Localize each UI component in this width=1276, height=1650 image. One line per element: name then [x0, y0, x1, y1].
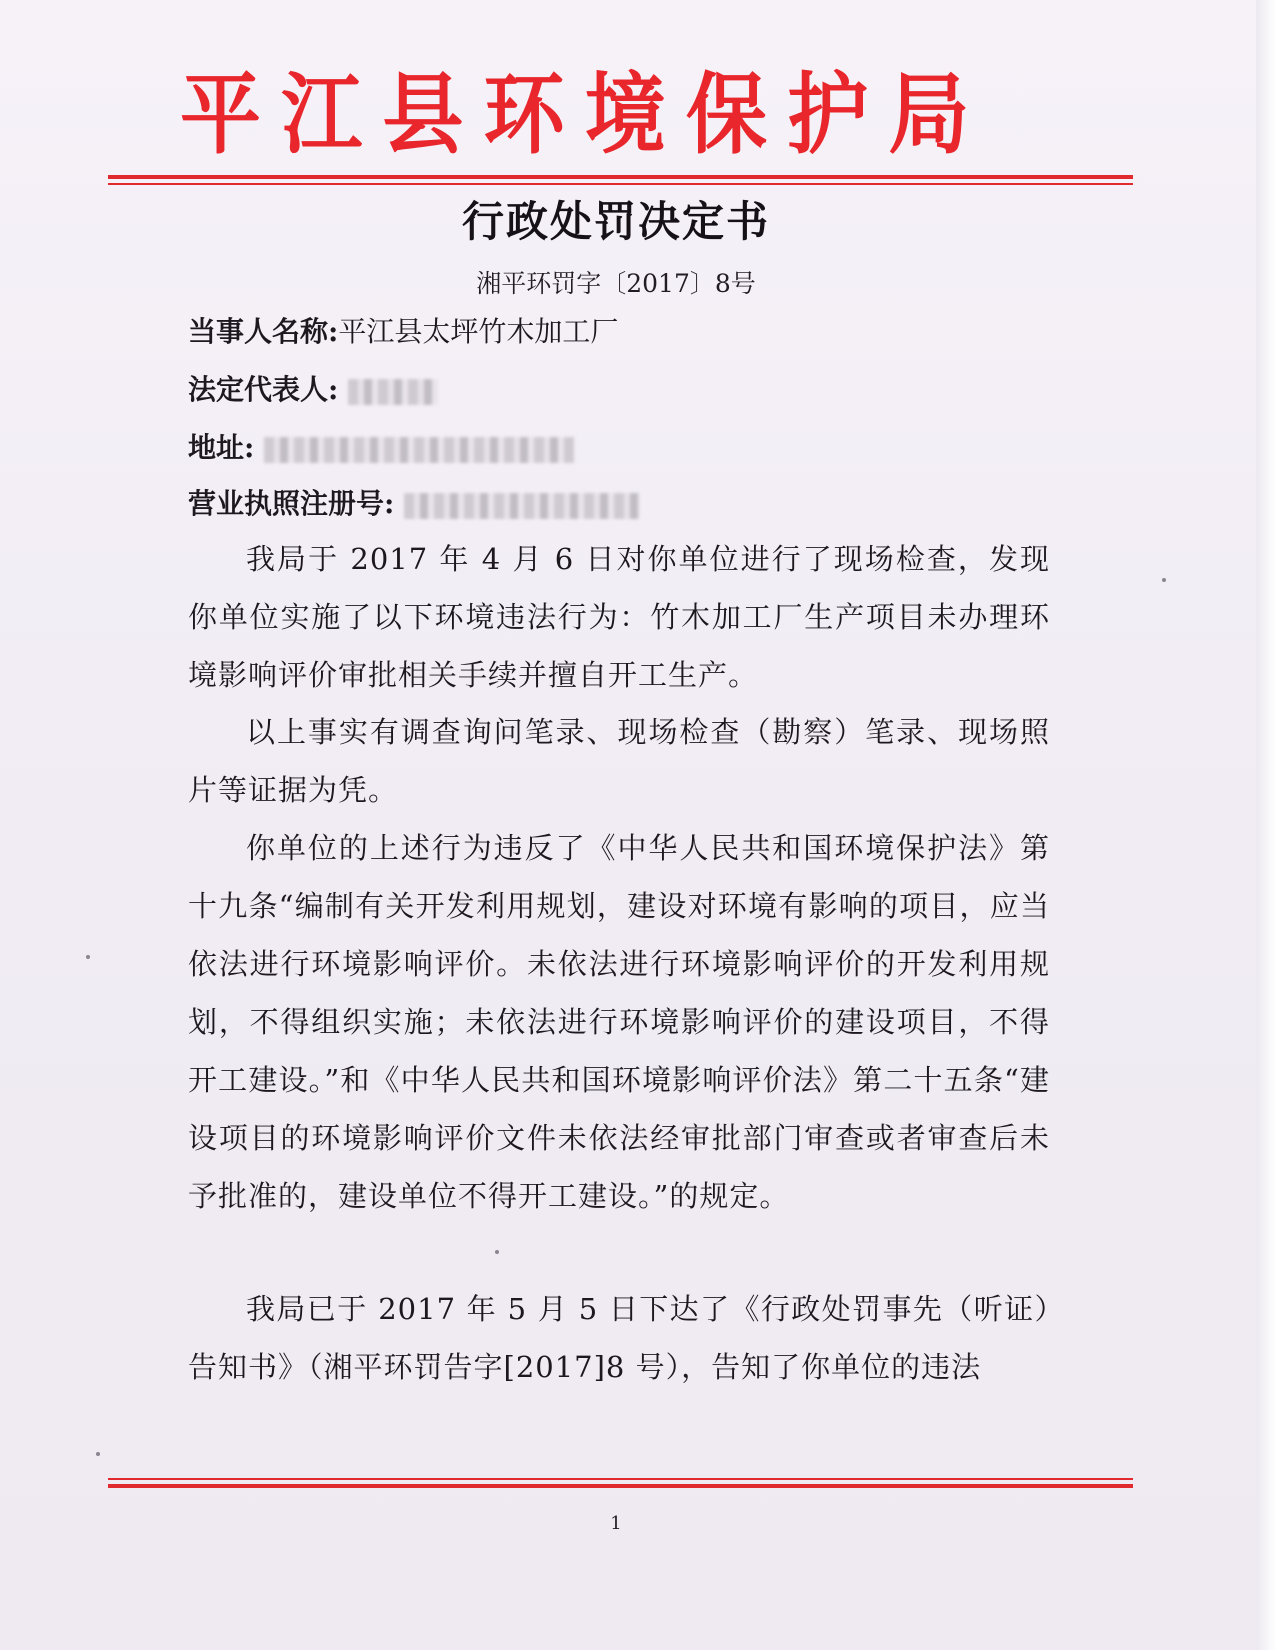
- scan-speck: [96, 1452, 100, 1456]
- body-paragraph-1: 我局于 2017 年 4 月 6 日对你单位进行了现场检查，发现你单位实施了以下环境违法行为：竹木加工厂生产项目未办理环境影响评价审批相关手续并擅自开工生产。: [188, 542, 1050, 692]
- license-field: [188, 484, 640, 524]
- redacted-address: [264, 437, 574, 463]
- body-paragraph-2: 以上事实有调查询问笔录、现场检查（勘察）笔录、现场照片等证据为凭。: [188, 715, 1050, 807]
- party-name-label: 当事人名称:: [188, 315, 339, 348]
- red-rule-top-thin: [108, 183, 1133, 185]
- red-rule-bottom-thick: [108, 1484, 1133, 1488]
- red-rule-top-thick: [108, 175, 1133, 179]
- redacted-legal-rep: [348, 379, 438, 405]
- agency-letterhead: 平江县环境保护局: [180, 62, 990, 166]
- document-number: 湘平环罚字〔2017〕8号: [476, 269, 756, 298]
- scan-edge: [1256, 0, 1276, 1650]
- scan-speck: [1162, 578, 1166, 582]
- party-name-field: [188, 312, 618, 352]
- scan-speck: [86, 955, 90, 959]
- legal-rep-label: 法定代表人:: [188, 373, 339, 406]
- document-title: 行政处罚决定书: [461, 197, 770, 246]
- party-name-value: 平江县太坪竹木加工厂: [338, 315, 619, 348]
- page-number: 1: [610, 1513, 622, 1534]
- license-label: 营业执照注册号:: [188, 487, 395, 520]
- scan-speck: [495, 1250, 499, 1254]
- body-paragraph-4: 我局已于 2017 年 5 月 5 日下达了《行政处罚事先（听证）告知书》（湘平环罚告字[2017]8 号），告知了你单位的违法: [188, 1292, 1050, 1384]
- address-label: 地址:: [188, 431, 255, 464]
- legal-rep-field: [188, 370, 438, 410]
- body-paragraph-3: 你单位的上述行为违反了《中华人民共和国环境保护法》第十九条“编制有关开发利用规划，建设对环境有影响的项目，应当依法进行环境影响评价。未依法进行环境影响评价的开发利用规划，不得组织实施；未依法进行环境影响评价的建设项目，不得开工建设。”和《中华人民共和国环境影响评价法》第二十五条“建设项目的环境影响评价文件未依法经审批部门审查或者审查后未予批准的，建设单位不得开工建设。”的规定。: [188, 831, 1050, 1213]
- red-rule-bottom-thin: [108, 1478, 1133, 1480]
- redacted-license: [404, 493, 640, 519]
- address-field: [188, 428, 574, 468]
